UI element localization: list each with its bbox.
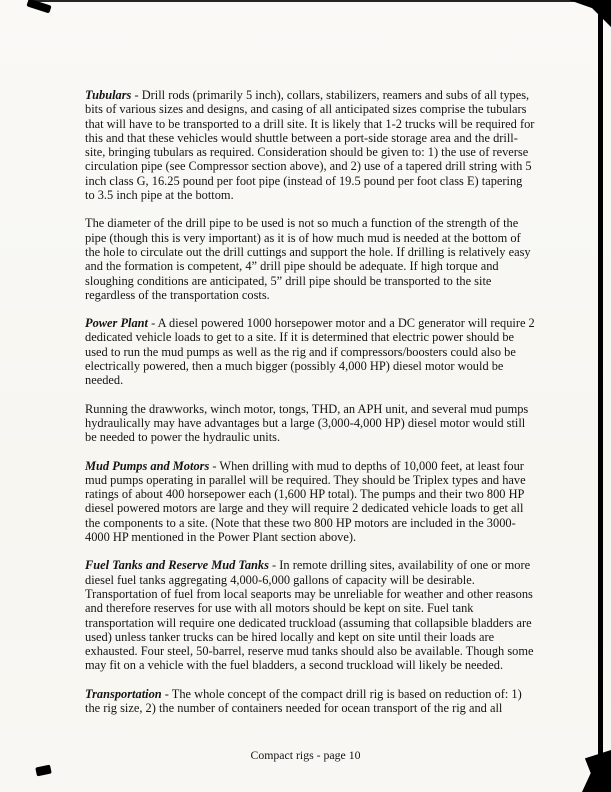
paragraph-text: Running the drawworks, winch motor, tongs, THD, an APH unit, and several mud pumps hydraulically may have advantages but a large (3,000-4,000 HP) diesel motor would still be needed to power the hydraulic units.	[85, 401, 529, 445]
paragraph-term: Power Plant	[85, 316, 148, 331]
scan-artifact-bottom-left	[35, 765, 52, 777]
paragraph-term: Transportation	[85, 686, 162, 701]
paragraph-text: - In remote drilling sites, availability of one or more diesel fuel tanks aggregating 4,000-6,000 gallons of capacity will be desirable. Transportation of fuel from local seaports may be unreliable for weather and other reasons and therefore reserves for use with all motors should be kept on site. Fuel tank transportation will require one dedicated truckload (assuming that collapsible bladders are used) unless tanker trucks can be hired locally and kept on site until their loads are exhausted. Four steel, 50-barrel, reserve mud tanks should also be available. Though some may fit on a vehicle with the fuel bladders, a second truckload will likely be needed.	[85, 558, 534, 673]
page-footer	[0, 748, 611, 763]
paragraph-text: - A diesel powered 1000 horsepower motor and a DC generator will require 2 dedicated vehicle loads to get to a site. If it is determined that electric power should be used to run the mud pumps as well as the rig and if compressors/boosters could also be electrically powered, then a much bigger (possibly 4,000 HP) diesel motor would be needed.	[85, 316, 535, 388]
paragraph-text: - Drill rods (primarily 5 inch), collars, stabilizers, reamers and subs of all types, bits of various sizes and designs, and casing of all anticipated sizes comprise the tubulars that will have to be transported to a drill site. It is likely that 1-2 trucks will be required for this and that these vehicles would shuttle between a port-side storage area and the drill-site, bringing tubulars as required. Consideration should be given to: 1) the use of reverse circulation pipe (see Compressor section above), and 2) use of a tapered drill string with 5 inch class G, 16.25 pound per foot pipe (instead of 19.5 pound per foot class E) tapering to 3.5 inch pipe at the bottom.	[85, 88, 535, 203]
paragraph-term: Tubulars	[85, 88, 132, 102]
paragraph-mud-pumps-and-motors	[85, 459, 535, 545]
scan-artifact-top-edge	[34, 0, 582, 2]
paragraph-text: - The whole concept of the compact drill rig is based on reduction of: 1) the rig size, 2) the number of containers needed for ocean transport of the rig and all	[85, 686, 522, 715]
scan-artifact-top-right	[569, 0, 611, 27]
paragraph-term: Mud Pumps and Motors	[85, 458, 210, 473]
paragraph-text: The diameter of the drill pipe to be used is not so much a function of the strength of the pipe (though this is very important) as it is of how much mud is needed at the bottom of the hole to circulate out the drill cuttings and support the hole. If drilling is relatively easy and the formation is competent, 4” drill pipe should be adequate. If high torque and sloughing conditions are anticipated, 5” drill pipe should be transported to the site regardless of the transportation costs.	[85, 216, 531, 302]
paragraph-term: Fuel Tanks and Reserve Mud Tanks	[85, 558, 269, 573]
scan-artifact-top-left	[26, 0, 51, 14]
paragraph-power-plant	[85, 316, 535, 387]
paragraph-transportation	[85, 687, 535, 716]
paragraph-fuel-tanks-and-reserve-mud-tanks	[85, 558, 535, 672]
paragraph-hydraulic-units	[85, 402, 535, 445]
footer-text: Compact rigs - page 10	[250, 748, 361, 762]
paragraph-tubulars	[85, 88, 535, 202]
paragraph-text: - When drilling with mud to depths of 10,000 feet, at least four mud pumps operating in parallel will be required. They should be Triplex types and have ratings of about 400 horsepower each (1,600 HP total). The pumps and their two 800 HP diesel powered motors are large and they will require 2 dedicated vehicle loads to get all the components to a site. (Note that these two 800 HP motors are included in the 3000-4000 HP mentioned in the Power Plant section above).	[85, 458, 526, 545]
paragraph-drill-pipe-diameter	[85, 216, 535, 302]
document-body	[85, 88, 535, 729]
scan-artifact-right-edge	[598, 0, 603, 792]
